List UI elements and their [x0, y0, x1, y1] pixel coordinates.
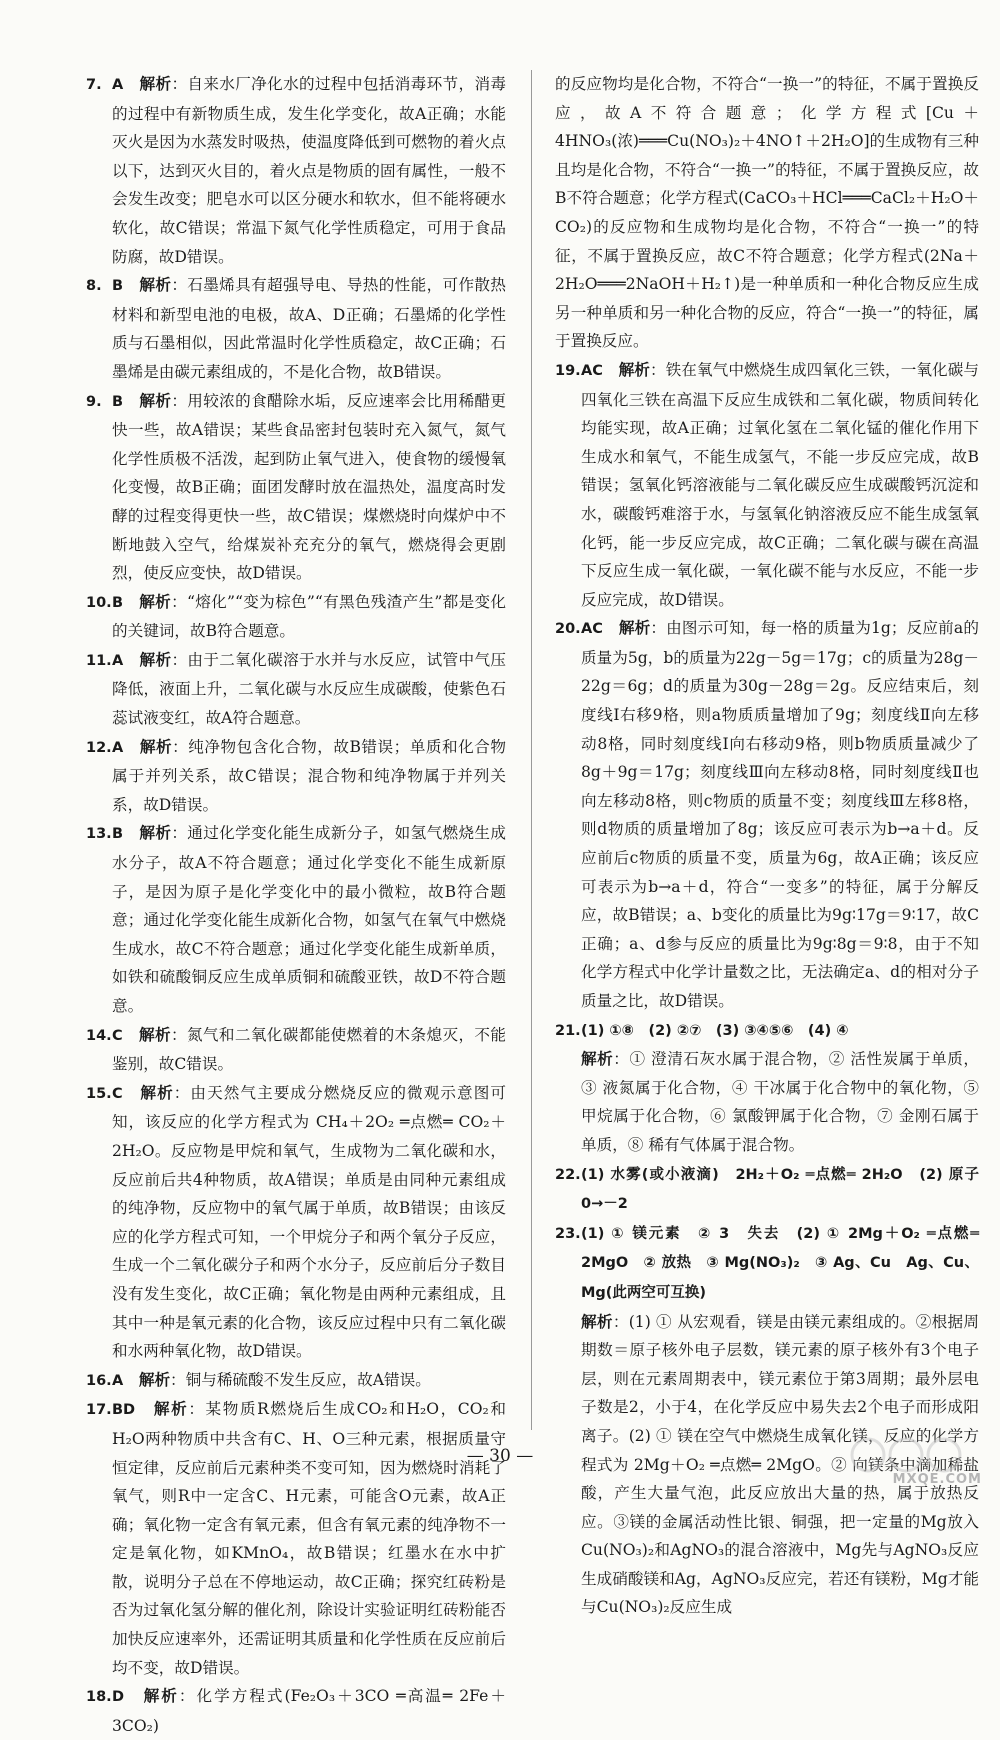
analysis-label: 解析 [618, 359, 650, 379]
answer-text: ：铁在氧气中燃烧生成四氧化三铁，一氧化碳与四氧化三铁在高温下反应生成铁和二氧化碳，物质间转化均能实现，故A正确；过氧化氢在二氧化锰的催化作用下生成水和氧气，不能生成氢气，不能一步反应完成，故B错误；氢氧化钙溶液能与二氧化碳反应生成碳酸钙沉淀和水，碳酸钙难溶于水，与氢氧化钠溶液反应不能生成氢氧化钙，能一步反应完成，故C正确；二氧化碳与碳在高温下反应生成一氧化碳，一氧化碳不能与水反应，不能一步反应完成，故D错误。 [581, 360, 979, 609]
answer-key: B [112, 278, 124, 295]
answer-item [86, 646, 506, 733]
question-number: 15. [86, 1085, 112, 1102]
question-number: 8. [86, 278, 102, 295]
answer-item [86, 70, 506, 271]
answer-text: ：(1) ① 从宏观看，镁是由镁元素组成的。②根据周期数＝原子核外电子层数，镁元素的原子核外有3个电子层，则在元素周期表中，镁元素位于第3周期；最外层电子数是2，小于4，在化学反应中易失去2个电子而形成阳离子。(2) ① 镁在空气中燃烧生成氧化镁，反应的化学方程式为 2Mg＋O₂ ═点燃═ 2MgO。② 向镁条中滴加稀盐酸，产生大量气泡，此反应放出大量的热，属于放热反应。③镁的金属活动性比银、铜强，把一定量的Mg放入Cu(NO₃)₂和AgNO₃的混合溶液中，Mg先与AgNO₃反应生成硝酸镁和Ag，AgNO₃反应完，若还有镁粉，Mg才能与Cu(NO₃)₂反应生成 [581, 1312, 979, 1617]
question-number: 23. [555, 1225, 581, 1242]
answer-item [555, 356, 979, 614]
analysis-label: 解析 [139, 591, 172, 611]
answer-item [86, 733, 506, 820]
answer-item [86, 1079, 506, 1366]
question-number: 12. [86, 739, 112, 756]
answer-key: B [112, 393, 124, 410]
answer-item [555, 1160, 994, 1219]
answer-item [86, 1682, 506, 1740]
answer-item [86, 1395, 506, 1682]
answer-key: (1) ①⑧ (2) ②⑦ (3) ③④⑤⑥ (4) ④ [581, 1022, 849, 1039]
question-number: 10. [86, 594, 112, 611]
answer-text: ：某物质R燃烧后生成CO₂和H₂O，CO₂和H₂O两种物质中共含有C、H、O三种元素，根据质量守恒定律，反应前后元素种类不变可知，因为燃烧时消耗了氧气，则R中一定含C、H元素，可能含O元素，故A正确；氧化物一定含有氧元素，但含有氧元素的纯净物不一定是氧化物，如KMnO₄，故B错误；红墨水在水中扩散，说明分子总在不停地运动，故C正确；探究红砖粉是否为过氧化氢分解的催化剂，除设计实验证明红砖粉能否加快反应速率外，还需证明其质量和化学性质在反应前后均不变，故D错误。 [112, 1400, 506, 1677]
question-number: 18. [86, 1689, 112, 1706]
right-column [555, 70, 994, 1622]
page-number: — 30 — [466, 1446, 534, 1466]
question-number: 20. [555, 621, 581, 638]
answer-key: AC [581, 621, 603, 638]
question-number: 22. [555, 1166, 581, 1183]
column-divider [531, 70, 532, 1430]
answer-text: ：石墨烯具有超强导电、导热的性能，可作散热材料和新型电池的电极，故A、D正确；石墨烯的化学性质与石墨相似，因此常温时化学性质稳定，故C正确；石墨烯是由碳元素组成的，不是化合物，故B错误。 [112, 276, 506, 381]
answer-text: ：由图示可知，每一格的质量为1g；反应前a的质量为5g，b的质量为22g－5g＝17g；c的质量为28g－22g＝6g；d的质量为30g－28g＝2g。反应结束后，刻度线Ⅰ右移9格，则a物质质量增加了9g；刻度线Ⅱ向左移动8格，同时刻度线Ⅰ向右移动9格，则b物质质量减少了8g＋9g＝17g；刻度线Ⅲ向左移动8格，同时刻度线Ⅱ也向左移动8格，则c物质的质量不变；刻度线Ⅲ左移8格，则d物质的质量增加了8g；该反应可表示为b→a＋d。反应前后c物质的质量不变，质量为6g，故A正确；该反应可表示为b→a＋d，符合“一变多”的特征，属于分解反应，故B错误；a、b变化的质量比为9g∶17g＝9∶17，故C正确；a、d参与反应的质量比为9g∶8g＝9∶8，由于不知化学方程式中化学计量数之比，无法确定a、d的相对分子质量之比，故D错误。 [581, 619, 979, 1010]
answer-text: ：① 澄清石灰水属于混合物，② 活性炭属于单质，③ 液氮属于化合物，④ 干冰属于化合物中的氧化物，⑤ 甲烷属于化合物，⑥ 氯酸钾属于化合物，⑦ 金刚石属于单质，⑧ 稀有气体属于混合物。 [581, 1050, 984, 1154]
answer-key: AC [581, 362, 603, 379]
answer-item [86, 1366, 506, 1396]
answer-key: B [112, 826, 124, 843]
analysis-label: 解析 [581, 1311, 613, 1331]
analysis-label: 解析 [139, 74, 172, 93]
answer-text: 的反应物均是化合物，不符合“一换一”的特征，不属于置换反应，故A不符合题意；化学方程式[Cu＋4HNO₃(浓)═══Cu(NO₃)₂＋4NO↑＋2H₂O]的生成物有三种且均是化合物，不符合“一换一”的特征，不属于置换反应，故B不符合题意；化学方程式(CaCO₃＋HCl═══CaCl₂＋H₂O＋CO₂)的反应物和生成物均是化合物，不符合“一换一”的特征，不属于置换反应，故C不符合题意；化学方程式(2Na＋2H₂O═══2NaOH＋H₂↑)是一种单质和一种化合物反应生成另一种单质和另一种化合物的反应，符合“一换一”的特征，属于置换反应。 [555, 75, 979, 351]
answer-text: ：用较浓的食醋除水垢，反应速率会比用稀醋更快一些，故A错误；某些食品密封包装时充入氮气，氮气化学性质极不活泼，起到防止氧气进入，使食物的缓慢氧化变慢，故B正确；面团发酵时放在温热处，温度高时发酵的过程变得更快一些，故C错误；煤燃烧时向煤炉中不断地鼓入空气，给煤炭补充充分的氧气，燃烧得会更剧烈，使反应变快，故D错误。 [112, 391, 506, 583]
watermark-text: MXQE.COM [892, 1472, 982, 1487]
question-number: 16. [86, 1372, 112, 1389]
answer-item [86, 271, 506, 386]
answer-key: C [112, 1027, 123, 1044]
analysis-label: 解析 [618, 618, 651, 638]
answer-item [86, 588, 506, 646]
question-number: 9. [86, 393, 102, 410]
analysis-label: 解析 [581, 1049, 614, 1069]
answer-text: ：铜与稀硫酸不发生反应，故A错误。 [170, 1370, 431, 1389]
question-number: 14. [86, 1027, 112, 1044]
answer-key: A [112, 77, 124, 93]
analysis-label: 解析 [140, 1082, 174, 1102]
analysis-label: 解析 [153, 1399, 189, 1419]
question-number: 21. [555, 1022, 581, 1039]
analysis-label: 解析 [139, 823, 172, 843]
analysis-label: 解析 [138, 1369, 171, 1389]
answer-text: ：由天然气主要成分燃烧反应的微观示意图可知，该反应的化学方程式为 CH₄＋2O₂ ═点燃═ CO₂＋2H₂O。反应物是甲烷和氧气，生成物为二氧化碳和水，反应前后共4种物质，故A错误；单质是由同种元素组成的纯净物，反应物中的氧气属于单质，故B错误；由该反应的化学方程式可知，一个甲烷分子和两个氧分子反应，生成一个二氧化碳分子和两个水分子，反应前后分子数目没有发生变化，故C正确；氧化物是由两种元素组成，且其中一种是氧元素的化合物，该反应过程中只有二氧化碳和水两种氧化物，故D错误。 [112, 1083, 506, 1361]
answer-item [555, 1016, 979, 1046]
answer-text: ：通过化学变化能生成新分子，如氢气燃烧生成水分子，故A不符合题意；通过化学变化不能生成新原子，是因为原子是化学变化中的最小微粒，故B符合题意；通过化学变化能生成新化合物，如氢气在氧气中燃烧生成水，故C不符合题意；通过化学变化能生成新单质，如铁和硫酸铜反应生成单质铜和硫酸亚铁，故D不符合题意。 [112, 824, 506, 1015]
answer-item [86, 819, 506, 1020]
answer-item [86, 1021, 506, 1079]
answer-key: (1) 水雾(或小液滴) 2H₂＋O₂ ═点燃═ 2H₂O (2) 原子 0→－2 [581, 1166, 994, 1213]
analysis-label: 解析 [139, 390, 172, 410]
answer-item [555, 70, 979, 356]
answer-text: ：化学方程式(Fe₂O₃＋3CO ═高温═ 2Fe＋3CO₂) [112, 1687, 506, 1735]
answer-key: A [112, 652, 124, 669]
answer-key: B [112, 594, 124, 611]
question-number: 11. [86, 652, 112, 669]
answer-text: ：氮气和二氧化碳都能使燃着的木条熄灭，不能鉴别，故C错误。 [112, 1025, 506, 1074]
question-number: 13. [86, 826, 112, 843]
analysis-label: 解析 [143, 1686, 179, 1706]
question-number: 7. [86, 77, 102, 93]
question-number: 17. [86, 1402, 112, 1419]
left-column [86, 70, 506, 1740]
answer-key: BD [112, 1402, 136, 1419]
answer-key: C [112, 1085, 123, 1102]
answer-text: ：纯净物包含化合物，故B错误；单质和化合物属于并列关系，故C错误；混合物和纯净物属于并列关系，故D错误。 [112, 737, 506, 814]
answer-text: ：由于二氧化碳溶于水并与水反应，试管中气压降低，液面上升，二氧化碳与水反应生成碳酸，使紫色石蕊试液变红，故A符合题意。 [112, 650, 506, 728]
answer-text: ：“熔化”“变为棕色”“有黑色残渣产生”都是变化的关键词，故B符合题意。 [112, 592, 506, 641]
analysis-label: 解析 [139, 1024, 171, 1044]
answer-item [555, 1219, 985, 1308]
analysis-label: 解析 [139, 275, 172, 295]
answer-key: A [112, 739, 124, 756]
answer-item [555, 614, 979, 1015]
answer-key: A [112, 1372, 124, 1389]
answer-item [86, 387, 506, 588]
analysis-label: 解析 [139, 736, 173, 756]
analysis-label: 解析 [139, 649, 172, 669]
answer-key: D [112, 1689, 125, 1706]
answer-key: (1) ① 镁元素 ② 3 失去 (2) ① 2Mg＋O₂ ═点燃═ 2MgO ② 放热 ③ Mg(NO₃)₂ ③ Ag、Cu Ag、Cu、Mg(此两空可互换) [581, 1225, 985, 1301]
answer-text: ：自来水厂净化水的过程中包括消毒环节，消毒的过程中有新物质生成，发生化学变化，故A正确；水能灭火是因为水蒸发时吸热，使温度降低到可燃物的着火点以下，达到灭火目的，着火点是物质的固有属性，一般不会发生改变；肥皂水可以区分硬水和软水，但不能将硬水软化，故C错误；常温下氮气化学性质稳定，可用于食品防腐，故D错误。 [112, 75, 506, 266]
answer-item [555, 1045, 984, 1159]
question-number: 19. [555, 362, 581, 379]
